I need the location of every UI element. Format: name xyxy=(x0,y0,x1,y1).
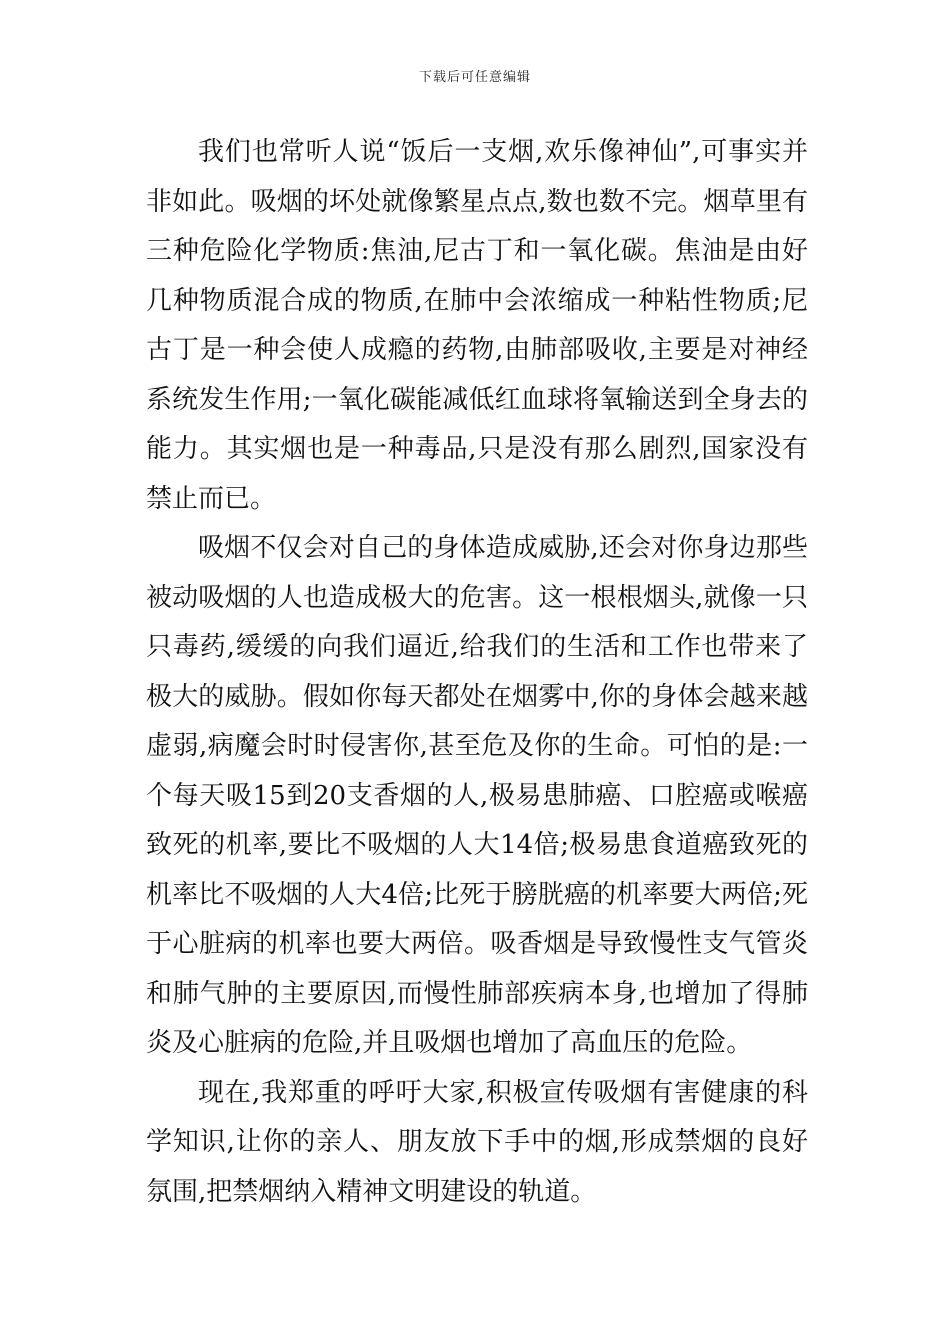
paragraph-2: 吸烟不仅会对自己的身体造成威胁,还会对你身边那些被动吸烟的人也造成极大的危害。这一根根烟头,就像一只只毒药,缓缓的向我们逼近,给我们的生活和工作也带来了极大的威胁。假如你每天都处在烟雾中,你的身体会越来越虚弱,病魔会时时侵害你,甚至危及你的生命。可怕的是:一个每天吸15到20支香烟的人,极易患肺癌、口腔癌或喉癌致死的机率,要比不吸烟的人大14倍;极易患食道癌致死的机率比不吸烟的人大4倍;比死于膀胱癌的机率要大两倍;死于心脏病的机率也要大两倍。吸香烟是导致慢性支气管炎和肺气肿的主要原因,而慢性肺部疾病本身,也增加了得肺炎及心脏病的危险,并且吸烟也增加了高血压的危险。 xyxy=(146,533,808,1058)
paragraph-1: 我们也常听人说“饭后一支烟,欢乐像神仙”,可事实并非如此。吸烟的坏处就像繁星点点,数也数不完。烟草里有三种危险化学物质:焦油,尼古丁和一氧化碳。焦油是由好几种物质混合成的物质,在肺中会浓缩成一种粘性物质;尼古丁是一种会使人成瘾的药物,由肺部吸收,主要是对神经系统发生作用;一氧化碳能减低红血球将氧输送到全身去的能力。其实烟也是一种毒品,只是没有那么剧烈,国家没有禁止而已。 xyxy=(146,137,808,514)
document-body xyxy=(146,128,808,1217)
page-header: 下载后可任意编辑 xyxy=(418,70,531,85)
paragraph-3: 现在,我郑重的呼吁大家,积极宣传吸烟有害健康的科学知识,让你的亲人、朋友放下手中的烟,形成禁烟的良好氛围,把禁烟纳入精神文明建设的轨道。 xyxy=(146,1077,808,1207)
